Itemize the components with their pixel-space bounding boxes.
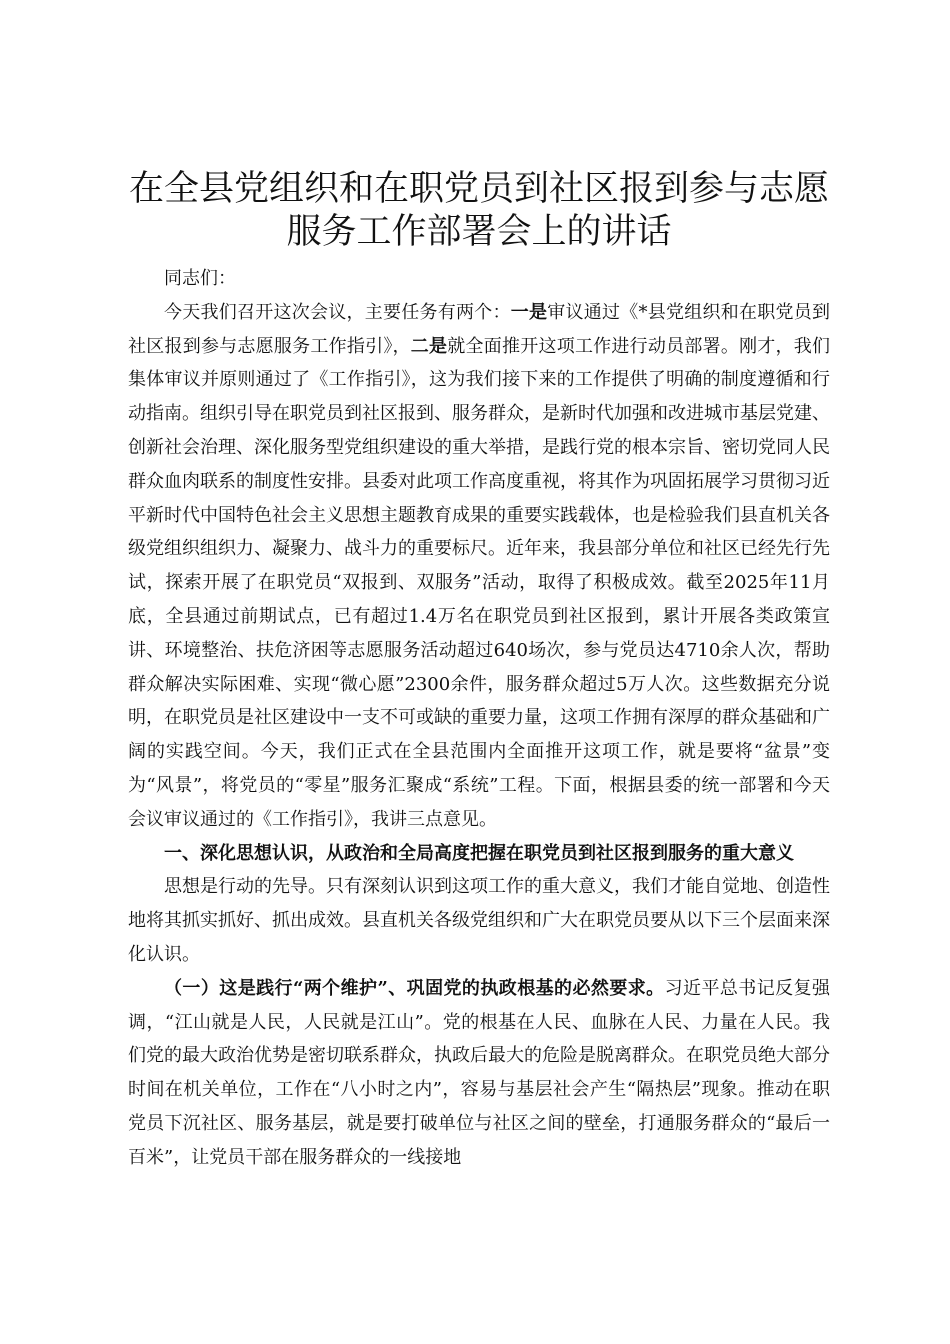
- document-content: [128, 168, 830, 1175]
- intro-text-c: 审议通过《*县党组织和在职党员到社区报到参与志愿服务工作指引》，: [128, 301, 830, 357]
- intro-second-point-marker: 二是: [410, 335, 448, 357]
- intro-text-a: 今天我们召开这次会议，主要任务有两个：: [164, 301, 511, 323]
- section-heading-1: 一、深化思想认识，从政治和全局高度把握在职党员到社区报到服务的重大意义: [164, 842, 794, 864]
- title-line-1: 在全县党组织和在职党员到社区报到参与志愿: [128, 169, 829, 209]
- document-title: [128, 168, 830, 254]
- subsection-1-heading: （一）这是践行“两个维护”、巩固党的执政根基的必然要求。: [164, 977, 665, 999]
- paragraph-intro: [128, 296, 830, 837]
- subsection-1-text: 习近平总书记反复强调，“江山就是人民，人民就是江山”。党的根基在人民、血脉在人民、力量在人民。我们党的最大政治优势是密切联系群众，执政后最大的危险是脱离群众。在职党员绝大部分时间在机关单位，工作在“八小时之内”，容易与基层社会产生“隔热层”现象。推动在职党员下沉社区、服务基层，就是要打破单位与社区之间的壁垒，打通服务群众的“最后一百米”，让党员干部在服务群众的一线接地: [128, 977, 830, 1168]
- intro-first-point-marker: 一是: [510, 301, 548, 323]
- title-line-2: 服务工作部署会上的讲话: [286, 212, 672, 252]
- intro-text-d: 就全面推开这项工作进行动员部署。刚才，我们集体审议并原则通过了《工作指引》，这为我们接下来的工作提供了明确的制度遵循和行动指南。组织引导在职党员到社区报到、服务群众，是新时代加强和改进城市基层党建、创新社会治理、深化服务型党组织建设的重大举措，是践行党的根本宗旨、密切党同人民群众血肉联系的制度性安排。县委对此项工作高度重视，将其作为巩固拓展学习贯彻习近平新时代中国特色社会主义思想主题教育成果的重要实践载体，也是检验我们县直机关各级党组织组织力、凝聚力、战斗力的重要标尺。近年来，我县部分单位和社区已经先行先试，探索开展了在职党员“双报到、双服务”活动，取得了积极成效。截至2025年11月底，全县通过前期试点，已有超过1.4万名在职党员到社区报到，累计开展各类政策宣讲、环境整治、扶危济困等志愿服务活动超过640场次，参与党员达4710余人次，帮助群众解决实际困难、实现“微心愿”2300余件，服务群众超过5万人次。这些数据充分说明，在职党员是社区建设中一支不可或缺的重要力量，这项工作拥有深厚的群众基础和广阔的实践空间。今天，我们正式在全县范围内全面推开这项工作，就是要将“盆景”变为“风景”，将党员的“零星”服务汇聚成“系统”工程。下面，根据县委的统一部署和今天会议审议通过的《工作指引》，我讲三点意见。: [128, 335, 831, 830]
- document-body: [128, 262, 830, 1175]
- paragraph-section1-intro: 思想是行动的先导。只有深刻认识到这项工作的重大意义，我们才能自觉地、创造性地将其抓实抓好、抓出成效。县直机关各级党组织和广大在职党员要从以下三个层面来深化认识。: [128, 876, 830, 965]
- paragraph-subsection-1: [128, 972, 830, 1175]
- greeting: 同志们：: [164, 268, 236, 289]
